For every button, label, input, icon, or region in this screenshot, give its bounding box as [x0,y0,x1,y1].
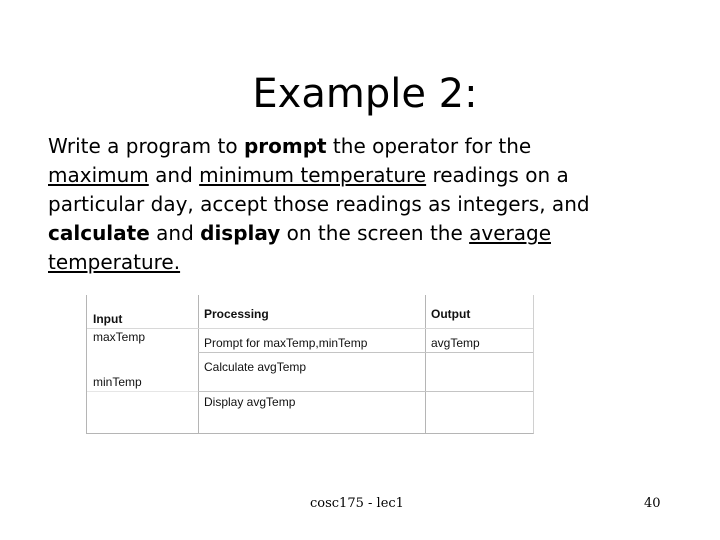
ipo-table [86,295,534,434]
input-mintemp: minTemp [93,375,142,389]
column-divider [425,295,426,433]
slide-title-text: Example 2: [252,71,478,117]
slide-title [0,68,720,120]
footer-course: cosc175 - lec1 [310,496,404,511]
keyword-temperature: temperature. [48,250,181,274]
header-processing: Processing [204,307,269,321]
row-divider [198,391,533,392]
keyword-prompt: prompt [243,134,327,158]
text-segment: on the screen the [280,221,470,245]
header-output: Output [431,307,471,321]
keyword-calculate: calculate [48,221,150,245]
text-segment: and [148,163,200,187]
text-segment: the operator for the [326,134,532,158]
row-divider [87,328,533,329]
problem-statement [48,132,648,277]
text-segment: and [149,221,201,245]
processing-step: Calculate avgTemp [204,360,307,374]
keyword-average: average [469,221,551,245]
text-segment: particular day, accept those readings as integers, and [48,192,590,216]
header-input: Input [93,312,123,326]
output-avgtemp: avgTemp [431,336,480,350]
row-divider [198,352,533,353]
text-segment: readings on a [426,163,569,187]
processing-step: Display avgTemp [204,395,296,409]
text-segment: Write a program to [48,134,244,158]
input-maxtemp: maxTemp [93,330,146,344]
keyword-maximum: maximum [48,163,149,187]
slide-number: 40 [644,496,661,511]
processing-step: Prompt for maxTemp,minTemp [204,336,368,350]
keyword-minimum-temperature: minimum temperature [199,163,427,187]
keyword-display: display [200,221,281,245]
column-divider [198,295,199,433]
